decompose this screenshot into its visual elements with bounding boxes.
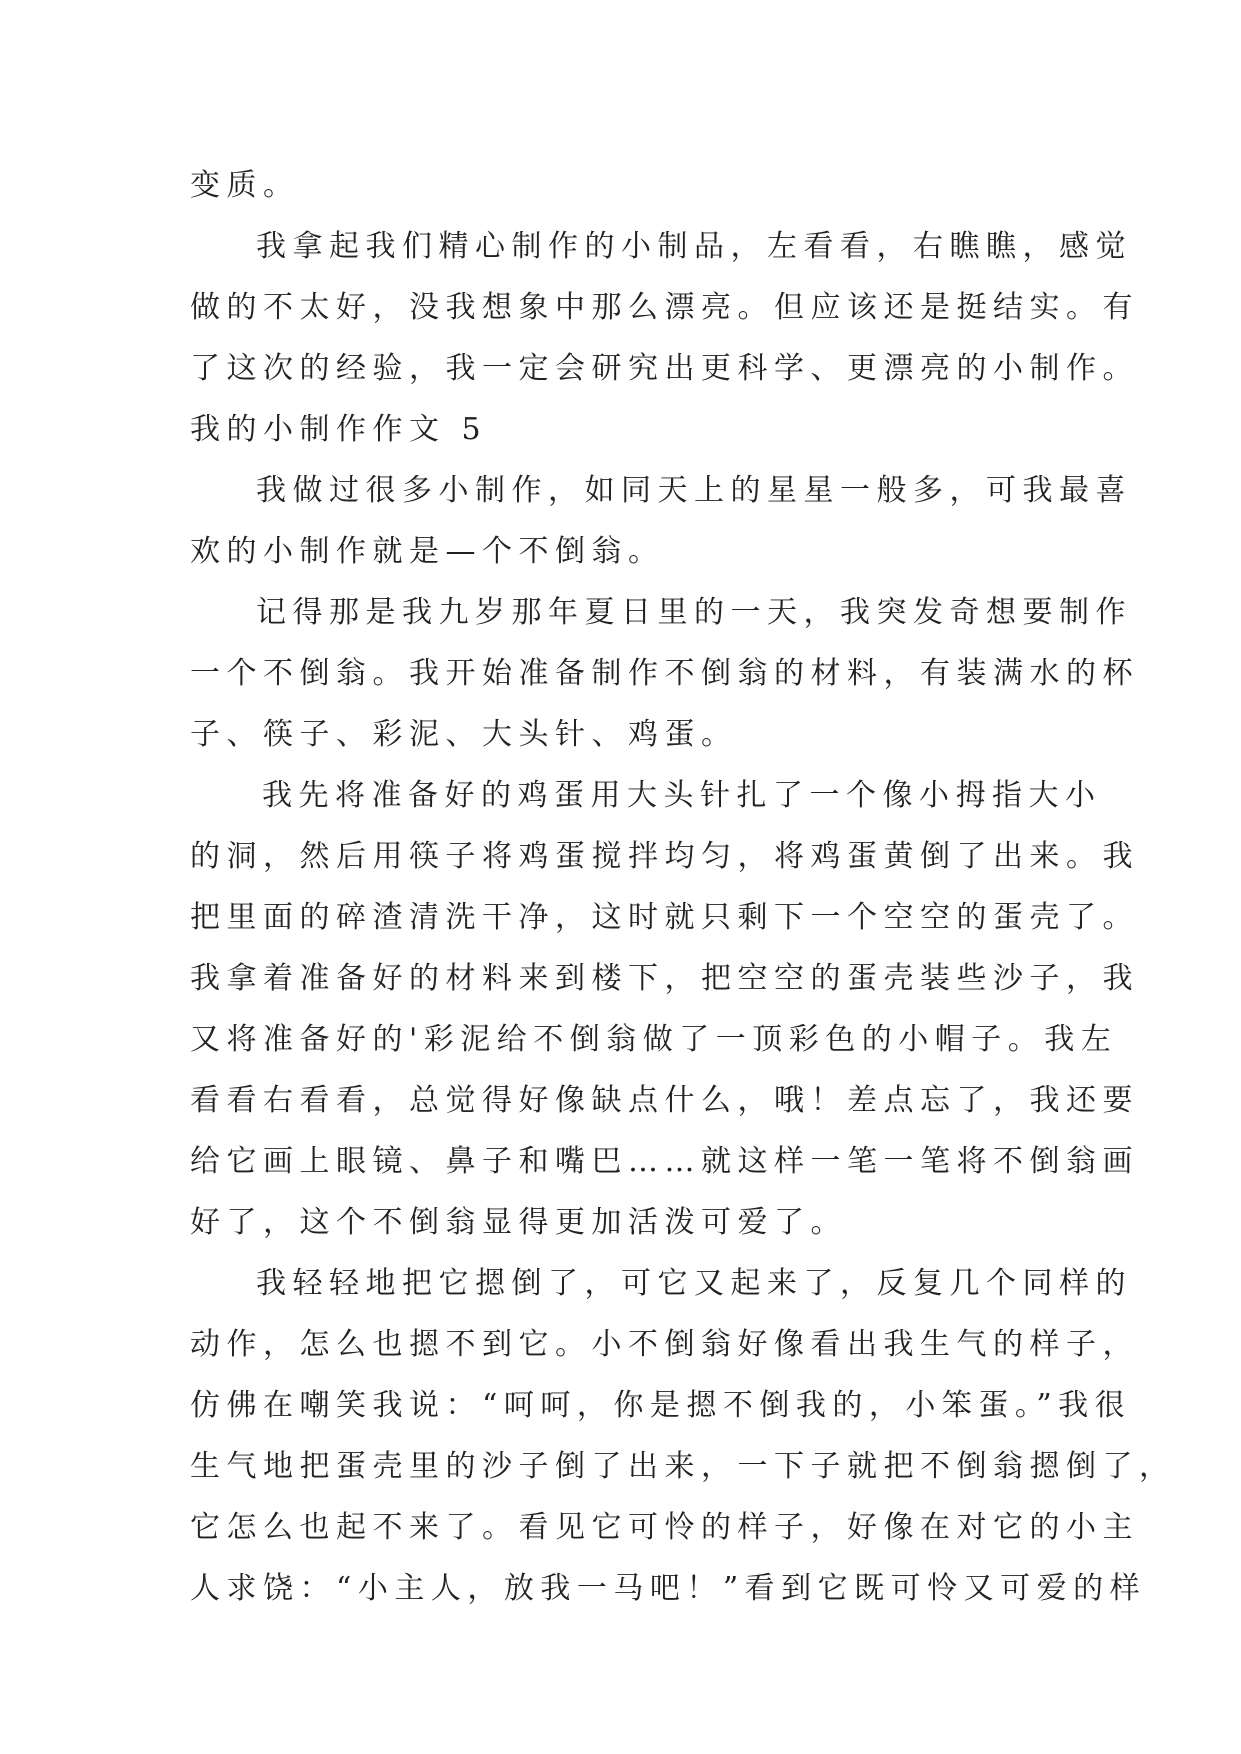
text-line: 做的不太好，没我想象中那么漂亮。但应该还是挺结实。有 <box>190 290 1139 325</box>
paragraph-start-line: 记得那是我九岁那年夏日里的一天，我突发奇想要制作 <box>256 595 1132 630</box>
text-line: 看看右看看，总觉得好像缺点什么，哦！差点忘了，我还要 <box>190 1083 1139 1118</box>
paragraph-start-line: 我做过很多小制作，如同天上的星星一般多，可我最喜 <box>256 473 1132 508</box>
text-line: 的洞，然后用筷子将鸡蛋搅拌均匀，将鸡蛋黄倒了出来。我 <box>190 839 1139 874</box>
text-line: 欢的小制作就是—个不倒翁。 <box>190 534 665 569</box>
text-line: 好了，这个不倒翁显得更加活泼可爱了。 <box>190 1205 847 1240</box>
text-line: 子、筷子、彩泥、大头针、鸡蛋。 <box>190 717 738 752</box>
text-line: 我拿着准备好的材料来到楼下，把空空的蛋壳装些沙子，我 <box>190 961 1139 996</box>
text-line: 动作，怎么也摁不到它。小不倒翁好像看出我生气的样子， <box>190 1327 1139 1362</box>
text-line: 变质。 <box>190 168 300 203</box>
text-line: 人求饶：“小主人，放我一马吧！”看到它既可怜又可爱的样 <box>190 1571 1147 1606</box>
text-line: 给它画上眼镜、鼻子和嘴巴……就这样一笔一笔将不倒翁画 <box>190 1144 1139 1179</box>
text-line: 生气地把蛋壳里的沙子倒了出来，一下子就把不倒翁摁倒了， <box>190 1449 1176 1484</box>
text-line: 仿佛在嘲笑我说：“呵呵，你是摁不倒我的，小笨蛋。”我很 <box>190 1388 1132 1423</box>
paragraph-start-line: 我先将准备好的鸡蛋用大头针扎了一个像小拇指大小 <box>262 778 1102 813</box>
paragraph-start-line: 我拿起我们精心制作的小制品，左看看，右瞧瞧，感觉 <box>256 229 1132 264</box>
text-line: 它怎么也起不来了。看见它可怜的样子，好像在对它的小主 <box>190 1510 1139 1545</box>
text-line: 把里面的碎渣清洗干净，这时就只剩下一个空空的蛋壳了。 <box>190 900 1139 935</box>
section-heading: 我的小制作作文 5 <box>190 412 488 447</box>
text-line: 了这次的经验，我一定会研究出更科学、更漂亮的小制作。 <box>190 351 1139 386</box>
article-body <box>190 155 1176 1619</box>
text-line: 一个不倒翁。我开始准备制作不倒翁的材料，有装满水的杯 <box>190 656 1139 691</box>
text-line: 又将准备好的'彩泥给不倒翁做了一顶彩色的小帽子。我左 <box>190 1022 1118 1057</box>
paragraph-start-line: 我轻轻地把它摁倒了，可它又起来了，反复几个同样的 <box>256 1266 1132 1301</box>
